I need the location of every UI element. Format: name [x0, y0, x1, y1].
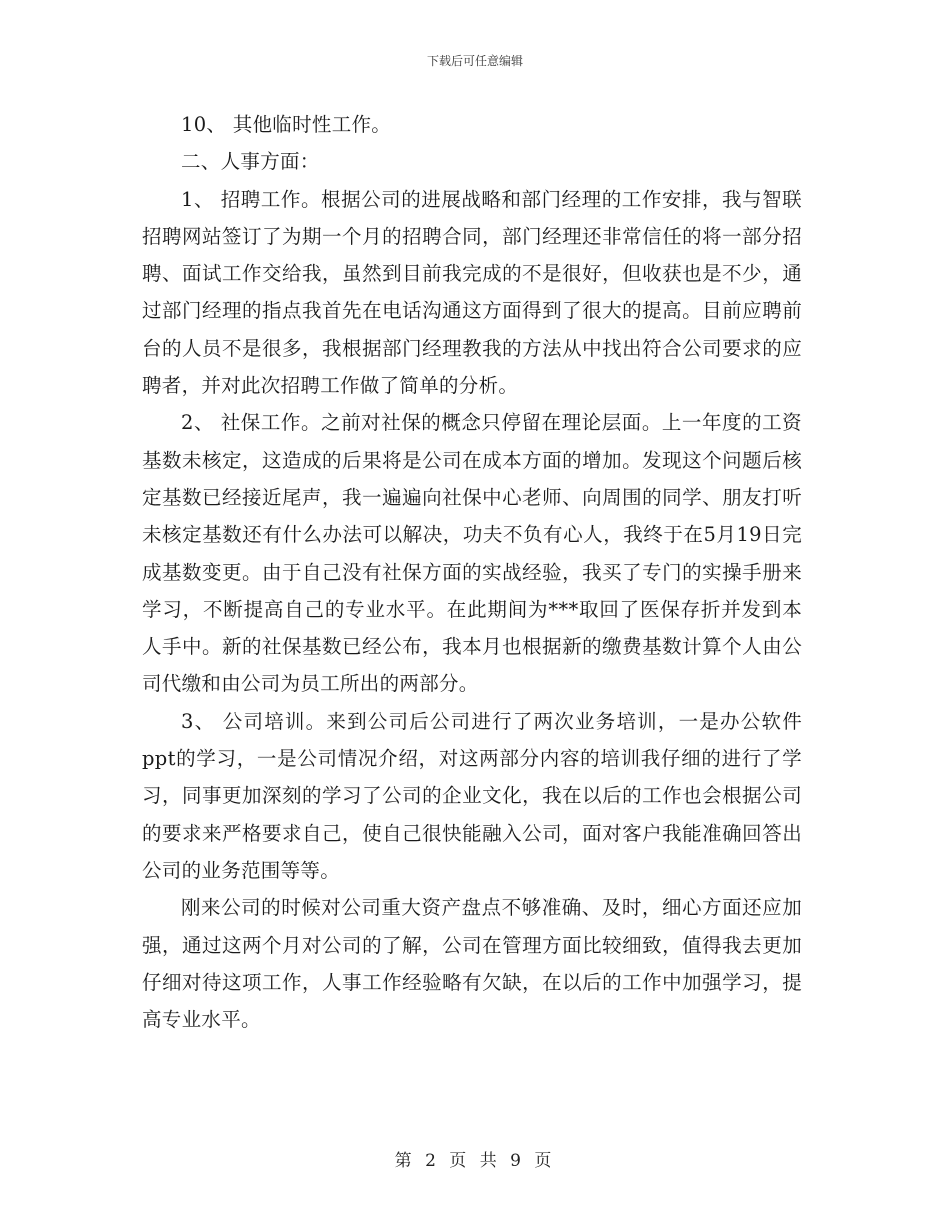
paragraph-summary: 刚来公司的时候对公司重大资产盘点不够准确、及时，细心方面还应加强，通过这两个月对公司的了解，公司在管理方面比较细致，值得我去更加仔细对待这项工作，人事工作经验略有欠缺，在以后的工作中加强学习，提高专业水平。 [142, 896, 802, 1032]
page-number: 第 2 页 共 9 页 [394, 1151, 556, 1171]
paragraph-training: 3、 公司培训。来到公司后公司进行了两次业务培训，一是办公软件ppt的学习，一是公司情况介绍，对这两部分内容的培训我仔细的进行了学习，同事更加深刻的学习了公司的企业文化，我在以后的工作也会根据公司的要求来严格要求自己，使自己很快能融入公司，面对客户我能准确回答出公司的业务范围等等。 [142, 709, 802, 882]
paragraph-item-10: 10、 其他临时性工作。 [181, 113, 392, 136]
paragraph-recruitment: 1、 招聘工作。根据公司的进展战略和部门经理的工作安排，我与智联招聘网站签订了为期一个月的招聘合同，部门经理还非常信任的将一部分招聘、面试工作交给我，虽然到目前我完成的不是很好，但收获也是不少，通过部门经理的指点我首先在电话沟通这方面得到了很大的提高。目前应聘前台的人员不是很多，我根据部门经理教我的方法从中找出符合公司要求的应聘者，并对此次招聘工作做了简单的分析。 [142, 187, 802, 398]
section-heading-personnel: 二、人事方面： [181, 150, 320, 174]
page-header: 下载后可任意编辑 [426, 54, 523, 68]
document-body [142, 106, 802, 1038]
paragraph-social-security: 2、 社保工作。之前对社保的概念只停留在理论层面。上一年度的工资基数未核定，这造成的后果将是公司在成本方面的增加。发现这个问题后核定基数已经接近尾声，我一遍遍向社保中心老师、向周围的同学、朋友打听未核定基数还有什么办法可以解决，功夫不负有心人，我终于在5月19日完成基数变更。由于自己没有社保方面的实战经验，我买了专门的实操手册来学习，不断提高自己的专业水平。在此期间为***取回了医保存折并发到本人手中。新的社保基数已经公布，我本月也根据新的缴费基数计算个人由公司代缴和由公司为员工所出的两部分。 [142, 411, 802, 696]
